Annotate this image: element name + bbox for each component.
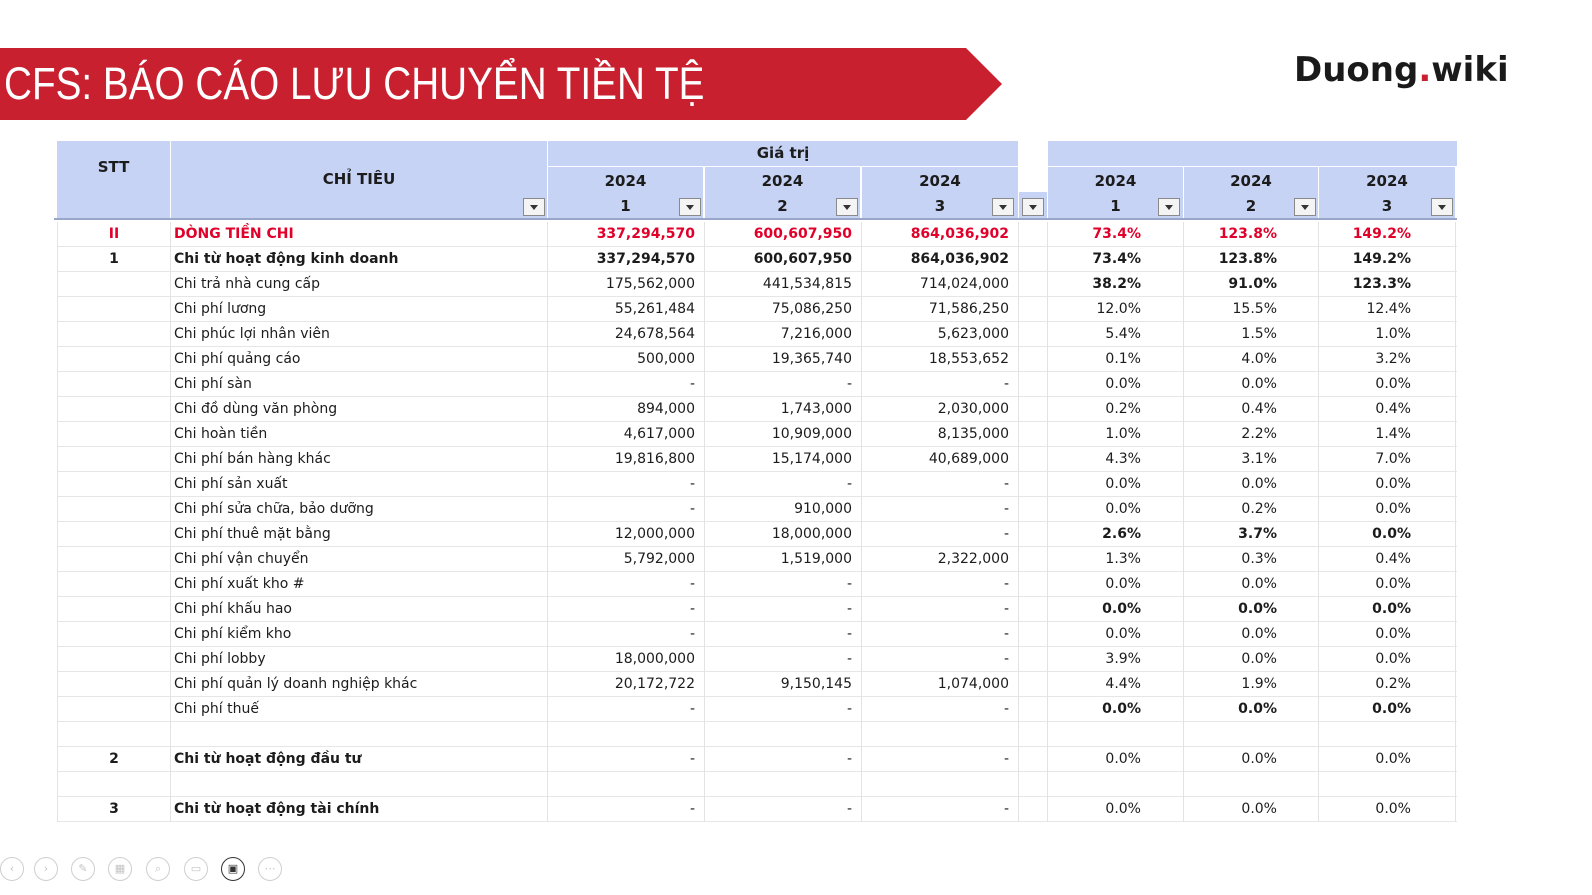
- value-cell: -: [689, 476, 695, 492]
- pct-cell: 0.0%: [1105, 576, 1141, 592]
- row-label: Chi từ hoạt động tài chính: [174, 801, 380, 817]
- row-stt: II: [108, 226, 120, 242]
- pct-cell: 0.4%: [1241, 401, 1277, 417]
- pct-cell: 0.0%: [1105, 501, 1141, 517]
- pct-cell: 0.0%: [1375, 376, 1411, 392]
- pct-cell: 0.1%: [1105, 351, 1141, 367]
- row-label: [174, 722, 547, 747]
- table-row[interactable]: [57, 797, 1457, 822]
- row-stt: [57, 672, 171, 697]
- value-cell: -: [689, 751, 695, 767]
- pct-cell: 2.6%: [1102, 526, 1141, 542]
- value-cell: -: [846, 626, 852, 642]
- row-label: Chi hoàn tiền: [174, 426, 268, 442]
- row-label: Chi phí sản xuất: [174, 476, 288, 492]
- pct-cell: 0.0%: [1238, 701, 1277, 717]
- header-gia-tri: [548, 141, 1018, 166]
- pct-cell: 0.0%: [1375, 576, 1411, 592]
- row-label: Chi đồ dùng văn phòng: [174, 401, 338, 417]
- pct-cell: 0.0%: [1372, 526, 1411, 542]
- value-cell: 75,086,250: [771, 301, 852, 317]
- pct-cell: 123.3%: [1352, 276, 1411, 292]
- title-banner: [0, 48, 1000, 120]
- pct-cell: 4.0%: [1241, 351, 1277, 367]
- row-label: Chi phí thuế: [174, 701, 259, 717]
- pct-cell: 0.0%: [1102, 701, 1141, 717]
- pct-cell: [1049, 772, 1141, 797]
- row-label: Chi phí vận chuyển: [174, 551, 309, 567]
- value-cell: 18,000,000: [614, 651, 695, 667]
- value-cell: 5,792,000: [623, 551, 695, 567]
- pct-cell: 91.0%: [1228, 276, 1277, 292]
- pct-cell: 0.0%: [1241, 376, 1277, 392]
- filter-dropdown-button[interactable]: [679, 198, 701, 216]
- pct-cell: 0.0%: [1241, 651, 1277, 667]
- pct-cell: 1.5%: [1241, 326, 1277, 342]
- value-cell: -: [1003, 651, 1009, 667]
- filter-dropdown-button[interactable]: [992, 198, 1014, 216]
- row-label: Chi từ hoạt động kinh doanh: [174, 251, 399, 267]
- value-cell: 1,519,000: [780, 551, 852, 567]
- value-cell: 5,623,000: [937, 326, 1009, 342]
- table-row[interactable]: [57, 547, 1457, 572]
- header-year: 2024: [1366, 172, 1408, 190]
- row-label: Chi phí thuê mặt bằng: [174, 526, 331, 542]
- pct-cell: 3.1%: [1241, 451, 1277, 467]
- row-stt: [57, 297, 171, 322]
- table-row[interactable]: [57, 447, 1457, 472]
- column-divider: [1455, 222, 1456, 822]
- header-value-col-3: [862, 167, 1018, 218]
- value-cell: 71,586,250: [928, 301, 1009, 317]
- value-cell: -: [846, 751, 852, 767]
- pct-cell: 0.0%: [1241, 576, 1277, 592]
- table-row[interactable]: [57, 222, 1457, 247]
- table-row[interactable]: [57, 647, 1457, 672]
- header-period: 2: [1245, 197, 1257, 215]
- row-stt: [57, 322, 171, 347]
- value-cell: 441,534,815: [762, 276, 852, 292]
- value-cell: -: [846, 651, 852, 667]
- row-label: Chi phí kiểm kho: [174, 626, 292, 642]
- value-cell: -: [1003, 801, 1009, 817]
- value-cell: 40,689,000: [928, 451, 1009, 467]
- table-row[interactable]: [57, 772, 1457, 797]
- column-divider: [1318, 222, 1319, 822]
- pct-cell: 0.0%: [1375, 651, 1411, 667]
- value-cell: -: [846, 701, 852, 717]
- pct-cell: 0.0%: [1105, 376, 1141, 392]
- pct-cell: 0.0%: [1102, 601, 1141, 617]
- header-period: 3: [934, 197, 946, 215]
- value-cell: 15,174,000: [771, 451, 852, 467]
- row-stt: 1: [109, 251, 119, 267]
- pct-cell: 149.2%: [1352, 251, 1411, 267]
- filter-dropdown-button[interactable]: [1294, 198, 1316, 216]
- presentation-toolbar: [0, 857, 300, 887]
- pct-cell: 0.0%: [1372, 601, 1411, 617]
- row-label: Chi phí bán hàng khác: [174, 451, 331, 467]
- row-label: Chi từ hoạt động đầu tư: [174, 751, 362, 767]
- pct-cell: 0.0%: [1372, 701, 1411, 717]
- value-cell: 864,036,902: [910, 251, 1009, 267]
- value-cell: -: [846, 476, 852, 492]
- row-stt: [57, 722, 171, 747]
- pct-cell: 0.0%: [1375, 751, 1411, 767]
- value-cell: -: [689, 501, 695, 517]
- row-stt: [57, 397, 171, 422]
- value-cell: 2,322,000: [937, 551, 1009, 567]
- header-year: 2024: [761, 172, 804, 190]
- pct-cell: 3.2%: [1375, 351, 1411, 367]
- pct-cell: 123.8%: [1218, 251, 1277, 267]
- pct-cell: 3.9%: [1105, 651, 1141, 667]
- row-stt: 2: [109, 751, 119, 767]
- value-cell: -: [846, 801, 852, 817]
- header-year: 2024: [604, 172, 647, 190]
- filter-dropdown-button[interactable]: [523, 198, 545, 216]
- table-row[interactable]: [57, 247, 1457, 272]
- pct-cell: 0.0%: [1375, 801, 1411, 817]
- header-pct-group: [1048, 141, 1457, 166]
- pct-cell: 15.5%: [1232, 301, 1277, 317]
- pct-cell: 0.4%: [1375, 401, 1411, 417]
- logo-dot: .: [1418, 50, 1432, 90]
- row-label: DÒNG TIỀN CHI: [174, 226, 294, 242]
- pct-cell: 149.2%: [1352, 226, 1411, 242]
- table-body: [57, 222, 1457, 826]
- header-value-col-1: [548, 167, 703, 218]
- value-cell: -: [689, 601, 695, 617]
- filter-dropdown-button[interactable]: [836, 198, 858, 216]
- value-cell: 894,000: [637, 401, 695, 417]
- header-year: 2024: [1230, 172, 1272, 190]
- table-row[interactable]: [57, 572, 1457, 597]
- column-divider: [57, 222, 58, 822]
- table-row[interactable]: [57, 622, 1457, 647]
- row-label: Chi phí sửa chữa, bảo dưỡng: [174, 501, 374, 517]
- column-divider: [704, 222, 705, 822]
- value-cell: -: [689, 626, 695, 642]
- row-label: Chi phí lương: [174, 301, 267, 317]
- value-cell: -: [689, 376, 695, 392]
- value-cell: [861, 772, 1009, 797]
- subtitles-icon[interactable]: ▭: [184, 857, 208, 881]
- value-cell: -: [1003, 601, 1009, 617]
- row-stt: [57, 447, 171, 472]
- pct-cell: 123.8%: [1218, 226, 1277, 242]
- value-cell: 175,562,000: [605, 276, 695, 292]
- header-spacer: [1019, 192, 1047, 218]
- row-stt: [57, 622, 171, 647]
- value-cell: 20,172,722: [614, 676, 695, 692]
- value-cell: -: [1003, 476, 1009, 492]
- camera-icon[interactable]: ▣: [221, 857, 245, 881]
- prev-icon[interactable]: ‹: [0, 857, 24, 881]
- table-row[interactable]: [57, 672, 1457, 697]
- pct-cell: 0.2%: [1241, 501, 1277, 517]
- value-cell: -: [846, 601, 852, 617]
- pct-cell: 0.0%: [1238, 601, 1277, 617]
- pct-cell: 0.3%: [1241, 551, 1277, 567]
- pct-cell: [1049, 722, 1141, 747]
- slides-icon[interactable]: ▦: [108, 857, 132, 881]
- table-row[interactable]: [57, 347, 1457, 372]
- value-cell: -: [689, 576, 695, 592]
- header-gia-tri-label: Giá trị: [756, 144, 810, 162]
- row-stt: 3: [109, 801, 119, 817]
- value-cell: 12,000,000: [614, 526, 695, 542]
- pct-cell: 0.0%: [1241, 476, 1277, 492]
- pct-cell: 0.0%: [1375, 626, 1411, 642]
- table-row[interactable]: [57, 422, 1457, 447]
- pct-cell: [1319, 772, 1411, 797]
- value-cell: [704, 722, 852, 747]
- slide-title: CFS: BÁO CÁO LƯU CHUYỂN TIỀN TỆ: [4, 58, 705, 109]
- header-year: 2024: [919, 172, 961, 190]
- row-label: Chi phí sàn: [174, 376, 252, 392]
- pct-cell: 7.0%: [1375, 451, 1411, 467]
- row-stt: [57, 547, 171, 572]
- value-cell: [704, 772, 852, 797]
- column-divider: [547, 222, 548, 822]
- header-pct-col-1: [1048, 167, 1183, 218]
- value-cell: -: [1003, 576, 1009, 592]
- row-stt: [57, 272, 171, 297]
- value-cell: -: [846, 576, 852, 592]
- filter-dropdown-button[interactable]: [1022, 198, 1044, 216]
- table-row[interactable]: [57, 272, 1457, 297]
- pen-icon[interactable]: ✎: [71, 857, 95, 881]
- pct-cell: 0.0%: [1241, 751, 1277, 767]
- value-cell: 864,036,902: [910, 226, 1009, 242]
- header-period: 3: [1381, 197, 1393, 215]
- pct-cell: 0.2%: [1105, 401, 1141, 417]
- column-divider: [1183, 222, 1184, 822]
- column-divider: [1018, 222, 1019, 822]
- value-cell: -: [689, 801, 695, 817]
- pct-cell: 2.2%: [1241, 426, 1277, 442]
- table-row[interactable]: [57, 397, 1457, 422]
- table-row[interactable]: [57, 697, 1457, 722]
- row-label: Chi phí lobby: [174, 651, 266, 667]
- row-stt: [57, 472, 171, 497]
- logo-tail: wiki: [1431, 50, 1509, 90]
- row-label: Chi phí xuất kho #: [174, 576, 305, 592]
- logo: [1294, 50, 1509, 90]
- value-cell: -: [1003, 526, 1009, 542]
- row-stt: [57, 647, 171, 672]
- value-cell: -: [1003, 701, 1009, 717]
- pct-cell: 0.0%: [1241, 626, 1277, 642]
- value-cell: [547, 722, 695, 747]
- column-divider: [170, 222, 171, 822]
- header-year: 2024: [1094, 172, 1137, 190]
- pct-cell: 1.0%: [1375, 326, 1411, 342]
- value-cell: -: [689, 701, 695, 717]
- row-divider: [57, 821, 1457, 822]
- value-cell: 55,261,484: [614, 301, 695, 317]
- row-label: Chi trả nhà cung cấp: [174, 276, 320, 292]
- row-stt: [57, 497, 171, 522]
- value-cell: 10,909,000: [771, 426, 852, 442]
- value-cell: 19,365,740: [771, 351, 852, 367]
- header-chi-tieu: [171, 141, 547, 218]
- value-cell: 7,216,000: [780, 326, 852, 342]
- row-stt: [57, 347, 171, 372]
- filter-dropdown-button[interactable]: [1158, 198, 1180, 216]
- pct-cell: 5.4%: [1105, 326, 1141, 342]
- pct-cell: 0.0%: [1105, 751, 1141, 767]
- pct-cell: 12.4%: [1366, 301, 1411, 317]
- pct-cell: 0.2%: [1375, 676, 1411, 692]
- row-stt: [57, 772, 171, 797]
- row-stt: [57, 697, 171, 722]
- more-icon[interactable]: ⋯: [258, 857, 282, 881]
- pct-cell: 0.0%: [1375, 501, 1411, 517]
- header-value-col-2: [705, 167, 860, 218]
- value-cell: 4,617,000: [623, 426, 695, 442]
- value-cell: 714,024,000: [919, 276, 1009, 292]
- table-row[interactable]: [57, 597, 1457, 622]
- header-period: 1: [620, 197, 631, 215]
- row-stt: [57, 597, 171, 622]
- row-stt: [57, 522, 171, 547]
- pct-cell: 0.4%: [1375, 551, 1411, 567]
- table-row[interactable]: [57, 497, 1457, 522]
- table-row[interactable]: [57, 522, 1457, 547]
- pct-cell: 4.3%: [1105, 451, 1141, 467]
- pct-cell: 0.0%: [1241, 801, 1277, 817]
- pct-cell: [1185, 772, 1277, 797]
- pct-cell: 12.0%: [1096, 301, 1141, 317]
- table-row[interactable]: [57, 297, 1457, 322]
- column-divider: [861, 222, 862, 822]
- zoom-icon[interactable]: ⌕: [146, 857, 170, 881]
- value-cell: [861, 722, 1009, 747]
- row-stt: [57, 422, 171, 447]
- value-cell: 1,743,000: [780, 401, 852, 417]
- pct-cell: 0.0%: [1375, 476, 1411, 492]
- row-stt: [57, 572, 171, 597]
- row-label: Chi phí quản lý doanh nghiệp khác: [174, 676, 418, 692]
- pct-cell: 3.7%: [1238, 526, 1277, 542]
- pct-cell: 1.3%: [1105, 551, 1141, 567]
- value-cell: 24,678,564: [614, 326, 695, 342]
- value-cell: 600,607,950: [753, 226, 852, 242]
- header-pct-col-3: [1319, 167, 1455, 218]
- pct-cell: 1.0%: [1105, 426, 1141, 442]
- value-cell: 2,030,000: [937, 401, 1009, 417]
- value-cell: -: [1003, 751, 1009, 767]
- header-period: 2: [777, 197, 788, 215]
- value-cell: 8,135,000: [937, 426, 1009, 442]
- pct-cell: [1319, 722, 1411, 747]
- value-cell: 600,607,950: [753, 251, 852, 267]
- value-cell: 337,294,570: [596, 251, 695, 267]
- pct-cell: 0.0%: [1105, 476, 1141, 492]
- value-cell: -: [1003, 376, 1009, 392]
- pct-cell: [1185, 722, 1277, 747]
- header-chi-tieu-label: CHỈ TIÊU: [322, 170, 396, 188]
- row-label: Chi phí khấu hao: [174, 601, 292, 617]
- row-label: Chi phúc lợi nhân viên: [174, 326, 330, 342]
- value-cell: [547, 772, 695, 797]
- value-cell: 910,000: [794, 501, 852, 517]
- pct-cell: 0.0%: [1105, 626, 1141, 642]
- header-stt: [57, 141, 170, 218]
- column-divider: [1047, 222, 1048, 822]
- value-cell: -: [1003, 501, 1009, 517]
- value-cell: 18,553,652: [928, 351, 1009, 367]
- next-icon[interactable]: ›: [34, 857, 58, 881]
- value-cell: 337,294,570: [596, 226, 695, 242]
- header-pct-col-2: [1184, 167, 1318, 218]
- value-cell: 19,816,800: [614, 451, 695, 467]
- header-bottom-border: [54, 218, 1457, 220]
- table-row[interactable]: [57, 747, 1457, 772]
- table-row[interactable]: [57, 322, 1457, 347]
- value-cell: 500,000: [637, 351, 695, 367]
- value-cell: 18,000,000: [771, 526, 852, 542]
- filter-dropdown-button[interactable]: [1431, 198, 1453, 216]
- pct-cell: 73.4%: [1092, 251, 1141, 267]
- value-cell: 1,074,000: [937, 676, 1009, 692]
- row-label: Chi phí quảng cáo: [174, 351, 301, 367]
- pct-cell: 73.4%: [1092, 226, 1141, 242]
- pct-cell: 38.2%: [1092, 276, 1141, 292]
- pct-cell: 0.0%: [1105, 801, 1141, 817]
- table-row[interactable]: [57, 472, 1457, 497]
- table-row[interactable]: [57, 722, 1457, 747]
- header-period: 1: [1110, 197, 1121, 215]
- header-stt-label: STT: [97, 158, 130, 176]
- pct-cell: 1.4%: [1375, 426, 1411, 442]
- table-row[interactable]: [57, 372, 1457, 397]
- value-cell: 9,150,145: [780, 676, 852, 692]
- row-stt: [57, 372, 171, 397]
- pct-cell: 1.9%: [1241, 676, 1277, 692]
- pct-cell: 4.4%: [1105, 676, 1141, 692]
- value-cell: -: [1003, 626, 1009, 642]
- logo-main: Duong: [1294, 50, 1419, 90]
- value-cell: -: [846, 376, 852, 392]
- row-label: [174, 772, 547, 797]
